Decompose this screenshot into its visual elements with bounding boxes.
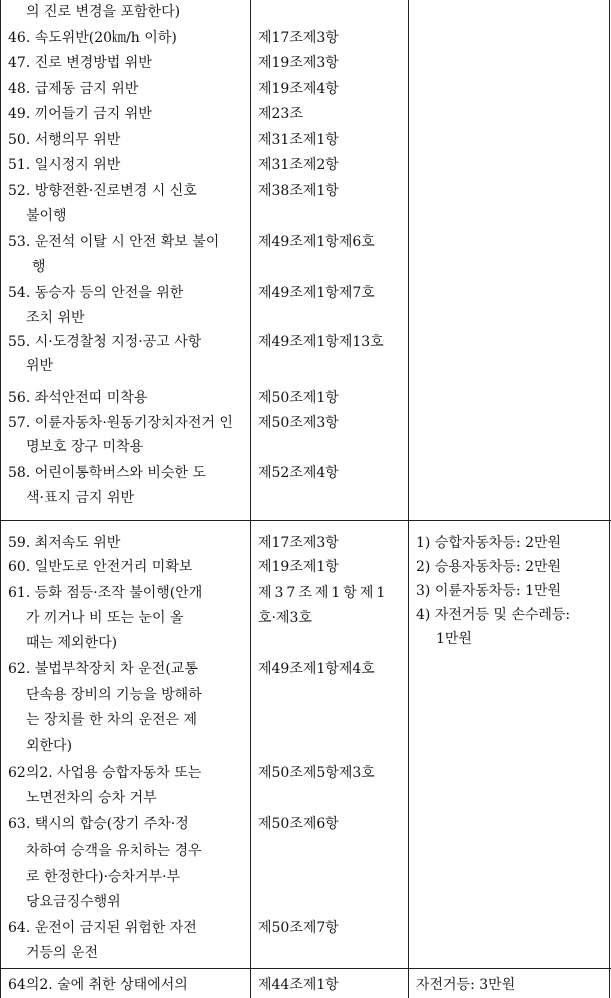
- table-row: 53. 운전석 이탈 시 안전 확보 불이: [8, 234, 220, 250]
- fine-amount: 1) 승합자동차등: 2만원: [416, 535, 562, 551]
- law-article: 제49조제1항제4호: [258, 661, 375, 677]
- law-article: 제49조제1항제7호: [258, 285, 375, 301]
- table-row: 62. 불법부착장치 차 운전(교통: [8, 661, 198, 677]
- fine-amount: 3) 이륜자동차등: 1만원: [416, 583, 562, 599]
- table-row: 거등의 운전: [26, 945, 99, 961]
- table-row: 63. 택시의 합승(장기 주차·정: [8, 816, 189, 832]
- table-row: 는 장치를 한 차의 운전은 제: [26, 712, 198, 728]
- table-row: 62의2. 사업용 승합자동차 또는: [8, 765, 202, 781]
- law-article: 제19조제1항: [258, 559, 339, 575]
- law-article: 제23조: [258, 106, 303, 122]
- law-article: 제38조제1항: [258, 183, 339, 199]
- table-row: 59. 최저속도 위반: [8, 535, 121, 551]
- table-row: 가 끼거나 비 또는 눈이 올: [26, 610, 184, 626]
- law-article: 제50조제1항: [258, 390, 339, 406]
- law-article: 제50조제6항: [258, 816, 339, 832]
- law-article: 제44조제1항: [258, 977, 339, 993]
- table-row: 55. 시·도경찰청 지정·공고 사항: [8, 334, 202, 350]
- table-row: 46. 속도위반(20㎞/h 이하): [8, 30, 177, 46]
- law-article: 제31조제2항: [258, 157, 339, 173]
- law-article: 제37조제1항제1: [258, 585, 389, 601]
- table-row: 로 한정한다)·승차거부·부: [26, 869, 181, 885]
- table-row: 차하여 승객을 유치하는 경우: [26, 843, 202, 859]
- table-row: 행: [32, 259, 46, 275]
- table-row: 색·표지 금지 위반: [26, 490, 135, 506]
- table-row: 58. 어린이통학버스와 비슷한 도: [8, 465, 206, 481]
- law-article: 제50조제7항: [258, 920, 339, 936]
- law-article: 제52조제4항: [258, 465, 339, 481]
- column-divider-2: [408, 0, 409, 998]
- table-row: 당요금징수행위: [26, 894, 121, 910]
- fine-amount: 4) 자전거등 및 손수레등:: [416, 607, 571, 623]
- row-divider-2: [0, 968, 611, 969]
- table-row: 단속용 장비의 기능을 방해하: [26, 687, 202, 703]
- law-article: 제19조제3항: [258, 55, 339, 71]
- table-row: 51. 일시정지 위반: [8, 157, 121, 173]
- table-row: 50. 서행의무 위반: [8, 132, 121, 148]
- table-row: 54. 동승자 등의 안전을 위한: [8, 285, 184, 301]
- table-row: 56. 좌석안전띠 미착용: [8, 390, 148, 406]
- table-row: 57. 이륜자동차·원동기장치자전거 인: [8, 415, 233, 431]
- table-row: 위반: [26, 358, 54, 374]
- law-article: 제49조제1항제6호: [258, 234, 375, 250]
- table-row: 64. 운전이 금지된 위험한 자전: [8, 920, 197, 936]
- table-border-left: [0, 0, 1, 998]
- law-article: 제17조제3항: [258, 535, 339, 551]
- law-article: 제31조제1항: [258, 132, 339, 148]
- law-article: 제50조제3항: [258, 415, 339, 431]
- column-divider-1: [250, 0, 251, 998]
- table-row: 47. 진로 변경방법 위반: [8, 55, 152, 71]
- law-article: 제19조제4항: [258, 81, 339, 97]
- table-row: 48. 급제동 금지 위반: [8, 81, 139, 97]
- table-row: 60. 일반도로 안전거리 미확보: [8, 559, 193, 575]
- law-article: 호·제3호: [258, 610, 312, 626]
- table-row: 명보호 장구 미착용: [26, 439, 144, 455]
- law-article: 제49조제1항제13호: [258, 334, 384, 350]
- row-divider-1: [0, 520, 611, 521]
- table-row: 64의2. 술에 취한 상태에서의: [8, 977, 188, 993]
- fine-amount: 2) 승용자동차등: 2만원: [416, 559, 562, 575]
- law-article: 제50조제5항제3호: [258, 765, 375, 781]
- table-row: 61. 등화 점등·조작 불이행(안개: [8, 585, 203, 601]
- fine-amount: 1만원: [436, 631, 472, 647]
- table-row: 불이행: [26, 208, 67, 224]
- table-border-right: [609, 0, 610, 998]
- table-row: 때는 제외한다): [26, 635, 118, 651]
- fine-amount: 자전거등: 3만원: [416, 977, 516, 993]
- law-article: 제17조제3항: [258, 30, 339, 46]
- table-row: 의 진로 변경을 포함한다): [26, 4, 181, 20]
- table-row: 조치 위반: [26, 310, 85, 326]
- table-row: 52. 방향전환·진로변경 시 신호: [8, 183, 197, 199]
- table-row: 49. 끼어들기 금지 위반: [8, 106, 152, 122]
- table-row: 노면전차의 승차 거부: [26, 790, 157, 806]
- table-row: 외한다): [26, 738, 73, 754]
